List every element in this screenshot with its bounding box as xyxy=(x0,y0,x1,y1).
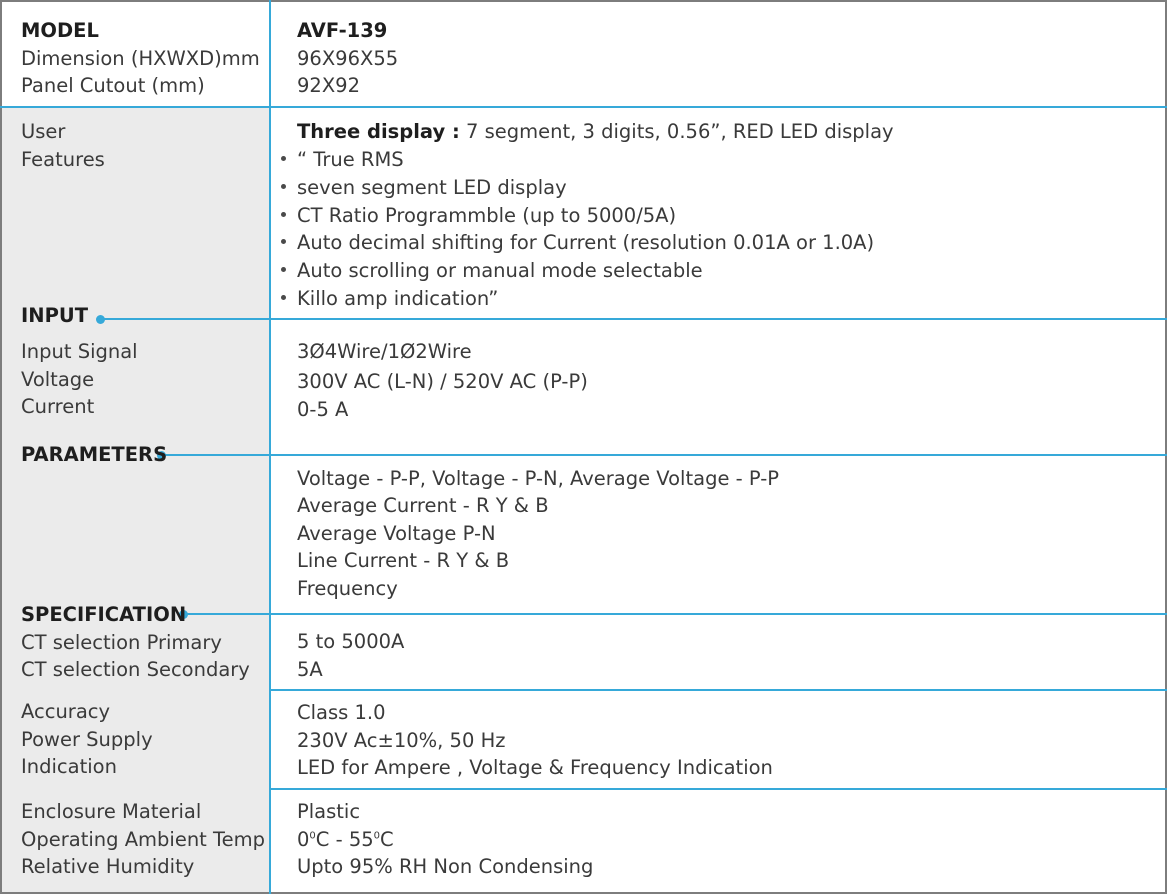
voltage-label: Voltage xyxy=(21,368,95,391)
rule-after-model xyxy=(0,106,1167,108)
bullet-icon xyxy=(281,295,286,300)
three-display-bold: Three display : xyxy=(297,120,460,143)
ambient-temp-label: Operating Ambient Temp xyxy=(21,828,265,851)
indication-value: LED for Ampere , Voltage & Frequency Indication xyxy=(297,756,773,779)
temp-unit: C xyxy=(380,828,394,851)
user-features-label-line2: Features xyxy=(21,148,105,171)
ct-primary-value: 5 to 5000A xyxy=(297,630,405,653)
feature-item: seven segment LED display xyxy=(297,176,567,199)
feature-item: Killo amp indication” xyxy=(297,287,499,310)
model-heading: MODEL xyxy=(21,19,99,42)
bullet-icon xyxy=(281,267,286,272)
user-features-label-line1: User xyxy=(21,120,66,143)
parameter-item: Average Current - R Y & B xyxy=(297,494,549,517)
ct-secondary-value: 5A xyxy=(297,658,323,681)
bullet-icon xyxy=(281,212,286,217)
enclosure-material-label: Enclosure Material xyxy=(21,800,202,823)
bullet-icon xyxy=(281,156,286,161)
feature-item: Auto decimal shifting for Current (resolution 0.01A or 1.0A) xyxy=(297,231,875,254)
relative-humidity-value: Upto 95% RH Non Condensing xyxy=(297,855,594,878)
power-supply-value: 230V Ac±10%, 50 Hz xyxy=(297,729,506,752)
accuracy-value: Class 1.0 xyxy=(297,701,386,724)
panel-cutout-label: Panel Cutout (mm) xyxy=(21,74,205,97)
input-marker-dot xyxy=(96,315,105,324)
temp-min: 0 xyxy=(297,828,310,851)
parameters-heading: PARAMETERS xyxy=(21,443,168,466)
feature-item: CT Ratio Programmble (up to 5000/5A) xyxy=(297,204,677,227)
enclosure-material-value: Plastic xyxy=(297,800,361,823)
feature-item: “ True RMS xyxy=(297,148,404,171)
dimension-value: 96X96X55 xyxy=(297,47,399,70)
temp-range: C - 55 xyxy=(315,828,374,851)
table-border-left xyxy=(0,0,2,894)
table-border-top xyxy=(0,0,1167,2)
rule-specification xyxy=(183,613,1167,615)
rule-after-specification xyxy=(270,689,1167,691)
input-signal-label: Input Signal xyxy=(21,340,138,363)
rule-parameters xyxy=(160,454,1167,456)
specification-heading: SPECIFICATION xyxy=(21,603,187,626)
relative-humidity-label: Relative Humidity xyxy=(21,855,195,878)
panel-cutout-value: 92X92 xyxy=(297,74,360,97)
rule-input xyxy=(100,318,1167,320)
ct-primary-label: CT selection Primary xyxy=(21,631,222,654)
current-label: Current xyxy=(21,395,95,418)
feature-item: Auto scrolling or manual mode selectable xyxy=(297,259,703,282)
power-supply-label: Power Supply xyxy=(21,728,153,751)
ct-secondary-label: CT selection Secondary xyxy=(21,658,250,681)
parameter-item: Line Current - R Y & B xyxy=(297,549,510,572)
input-signal-value: 3Ø4Wire/1Ø2Wire xyxy=(297,340,472,363)
three-display-detail: 7 segment, 3 digits, 0.56”, RED LED display xyxy=(459,120,894,143)
input-heading: INPUT xyxy=(21,304,89,327)
ambient-temp-value xyxy=(297,826,394,854)
column-divider xyxy=(269,0,271,894)
parameter-item: Frequency xyxy=(297,577,398,600)
dimension-label: Dimension (HXWXD)mm xyxy=(21,47,260,70)
rule-after-accuracy xyxy=(270,788,1167,790)
bullet-icon xyxy=(281,239,286,244)
bullet-icon xyxy=(281,184,286,189)
current-value: 0-5 A xyxy=(297,398,349,421)
degree-symbol: 0 xyxy=(373,830,381,842)
accuracy-label: Accuracy xyxy=(21,700,111,723)
parameter-item: Average Voltage P-N xyxy=(297,522,496,545)
degree-symbol: 0 xyxy=(309,830,316,842)
voltage-value: 300V AC (L-N) / 520V AC (P-P) xyxy=(297,370,588,393)
parameter-item: Voltage - P-P, Voltage - P-N, Average Voltage - P-P xyxy=(297,467,780,490)
indication-label: Indication xyxy=(21,755,117,778)
model-value: AVF-139 xyxy=(297,19,388,42)
three-display-heading xyxy=(297,118,894,146)
